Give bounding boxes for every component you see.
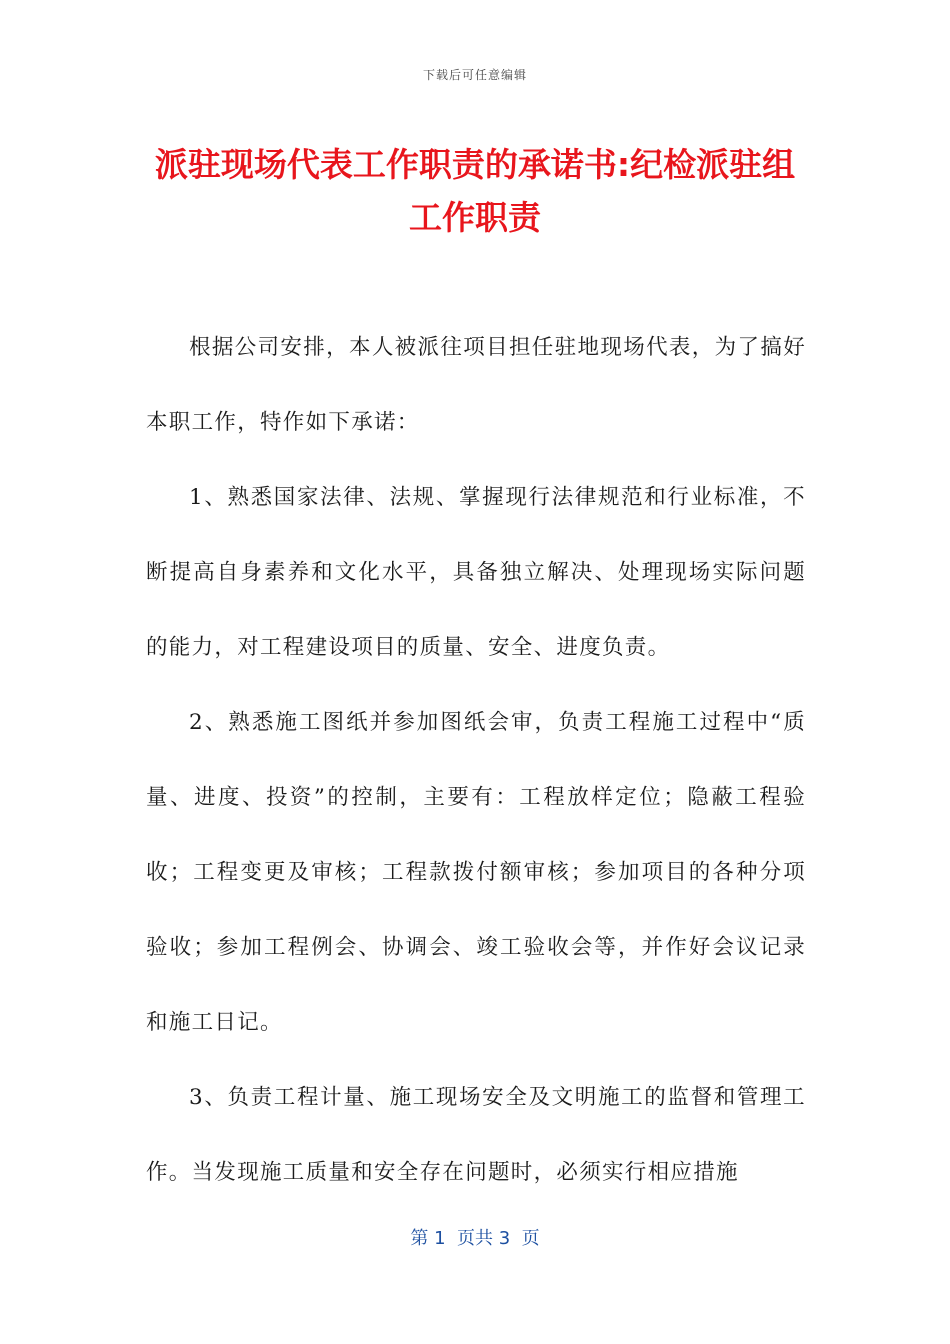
document-title: 派驻现场代表工作职责的承诺书:纪检派驻组工作职责 — [154, 145, 796, 237]
page-footer: 第 1 页共 3 页 — [410, 1228, 540, 1249]
paragraph-item-1: 1、熟悉国家法律、法规、掌握现行法律规范和行业标准，不断提高自身素养和文化水平，具备独立解决、处理现场实际问题的能力，对工程建设项目的质量、安全、进度负责。 — [146, 485, 806, 660]
paragraph-item-2: 2、熟悉施工图纸并参加图纸会审，负责工程施工过程中“质量、进度、投资”的控制，主要有：工程放样定位；隐蔽工程验收；工程变更及审核；工程款拨付额审核；参加项目的各种分项验收；参加工程例会、协调会、竣工验收会等，并作好会议记录和施工日记。 — [146, 710, 806, 1035]
paragraph-item-3: 3、负责工程计量、施工现场安全及文明施工的监督和管理工作。当发现施工质量和安全存在问题时，必须实行相应措施 — [146, 1085, 806, 1185]
header-note: 下载后可任意编辑 — [422, 68, 527, 82]
paragraph-intro: 根据公司安排，本人被派往项目担任驻地现场代表，为了搞好本职工作，特作如下承诺： — [146, 335, 806, 435]
document-body — [146, 310, 806, 1210]
